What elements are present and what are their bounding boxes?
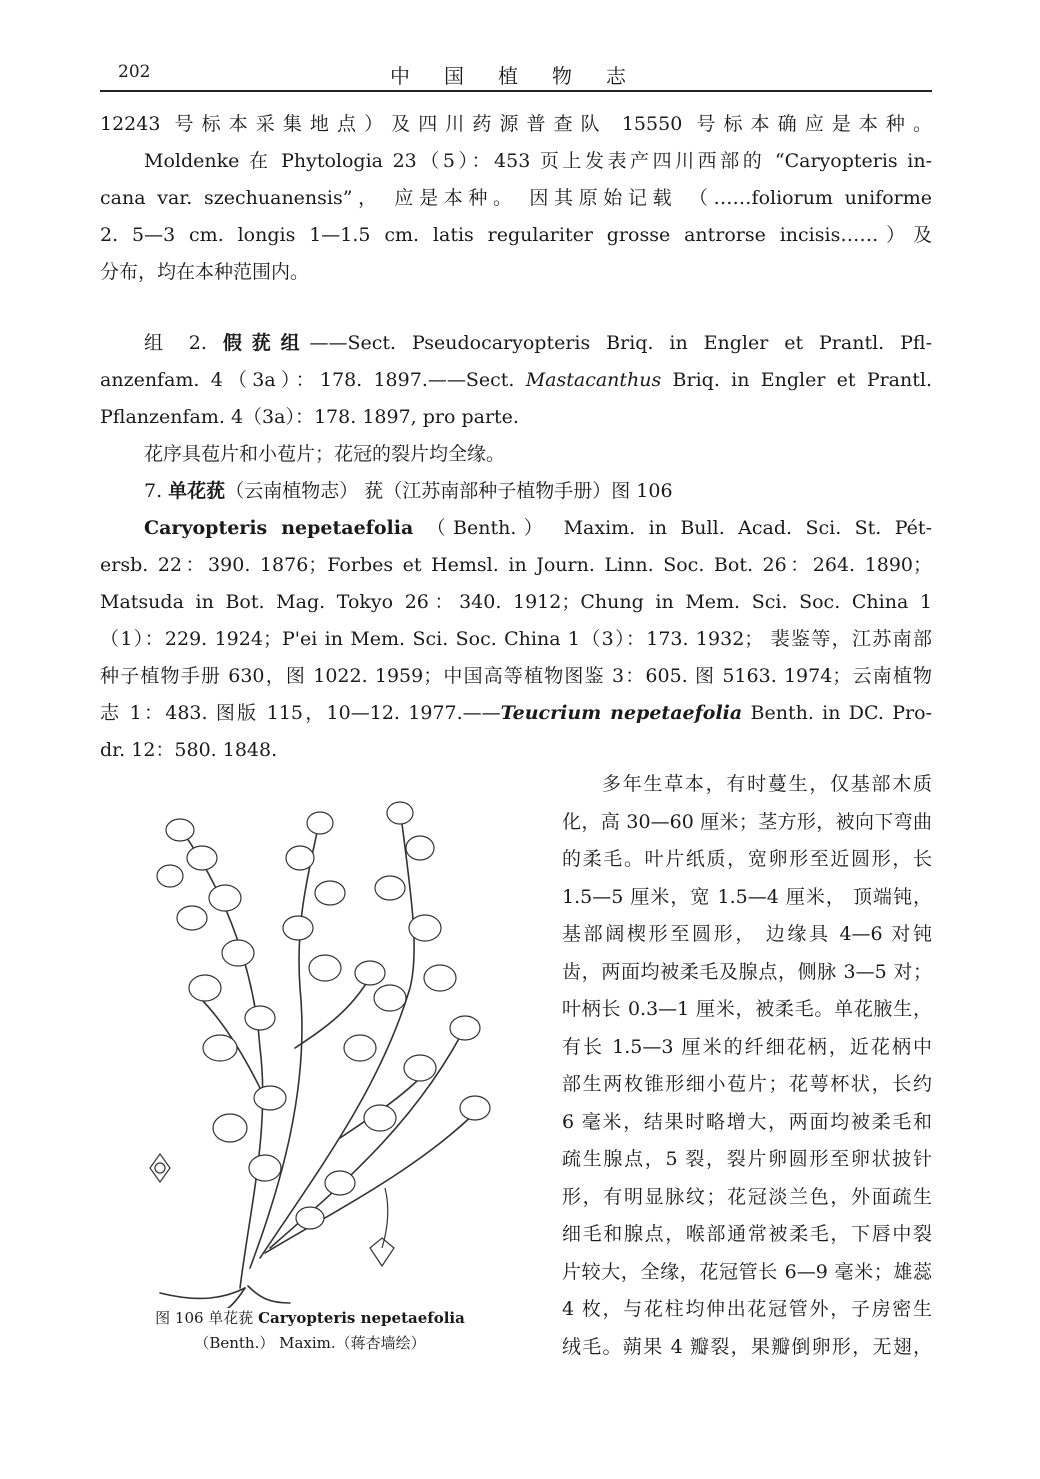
citation-line	[100, 701, 932, 738]
description-line: 1.5—5 厘米，宽 1.5—4 厘米， 顶端钝，	[562, 885, 932, 908]
citation-line: dr. 12：580. 1848.	[100, 739, 278, 761]
description-line: 多年生草本，有时蔓生，仅基部木质	[602, 773, 932, 795]
section-citation-line: Pflanzenfam. 4（3a）：178. 1897, pro parte.	[100, 406, 519, 428]
citation-line: 种子植物手册 630，图 1022. 1959；中国高等植物图鉴 3：605. 图 5163. 1974；云南植物	[100, 665, 932, 687]
citation-text: anzenfam. 4（3a）：178. 1897.——Sect.	[100, 369, 526, 391]
section-citation: ——Sect. Pseudocaryopteris Briq. in Engler et Prantl. Pfl-	[309, 332, 932, 354]
species-description	[562, 772, 932, 1372]
description-line: 片较大，全缘，花冠管长 6—9 毫米；雄蕊	[562, 1260, 932, 1283]
description-line: 叶柄长 0.3—1 厘米，被柔毛。单花腋生，	[562, 998, 932, 1020]
section-heading-line	[100, 331, 932, 368]
text-line: cana var. szechuanensis”， 应是本种。 因其原始记载 （……foliorum uniforme	[100, 187, 932, 209]
citation-text: （Benth.） Maxim. in Bull. Acad. Sci. St. Pét-	[413, 517, 932, 539]
main-text	[100, 112, 932, 775]
species-number: 7.	[144, 480, 169, 502]
text-line: 2. 5—3 cm. longis 1—1.5 cm. latis regulariter grosse antrorse incisis……）及	[100, 224, 932, 246]
figure-caption	[100, 1306, 520, 1356]
description-line: 疏生腺点，5 裂，裂片卵圆形至卵状披针	[562, 1148, 932, 1170]
basionym-name: Teucrium nepetaefolia	[500, 702, 743, 724]
citation-text: Briq. in Engler et Prantl.	[661, 369, 932, 391]
description-line: 部生两枚锥形细小苞片；花萼杯状，长约	[562, 1073, 932, 1095]
species-heading-rest: （云南植物志） 莸（江苏南部种子植物手册）图 106	[225, 480, 673, 502]
description-line: 绒毛。蒴果 4 瓣裂，果瓣倒卵形，无翅，	[562, 1335, 932, 1358]
description-line: 有长 1.5—3 厘米的纤细花柄，近花柄中	[562, 1035, 932, 1058]
species-heading	[100, 479, 932, 516]
section-citation-line	[100, 368, 932, 405]
description-line: 细毛和腺点，喉部通常被柔毛，下唇中裂	[562, 1223, 932, 1245]
running-title: 中国植物志	[390, 64, 660, 88]
running-header	[100, 58, 932, 88]
page-number: 202	[118, 62, 151, 82]
caption-label: 图 106 单花莸	[155, 1309, 259, 1327]
citation-text: 志 1：483. 图版 115，10—12. 1977.——	[100, 702, 501, 724]
header-rule	[100, 90, 932, 92]
section-name: 假莸组	[222, 332, 310, 354]
citation-line: ersb. 22：390. 1876；Forbes et Hemsl. in Journ. Linn. Soc. Bot. 26：264. 1890；	[100, 554, 932, 576]
citation-line	[100, 516, 932, 553]
citation-text: Benth. in DC. Pro-	[742, 702, 932, 724]
description-line: 形，有明显脉纹；花冠淡兰色，外面疏生	[562, 1185, 932, 1208]
caption-line-2: （Benth.） Maxim.（蒋杏墙绘）	[194, 1334, 426, 1352]
text-line: Moldenke 在 Phytologia 23（5）：453 页上发表产四川西部的 “Caryopteris in-	[144, 150, 932, 172]
description-line: 齿，两面均被柔毛及腺点，侧脉 3—5 对；	[562, 960, 932, 983]
plant-drawing	[120, 788, 500, 1308]
citation-line: Matsuda in Bot. Mag. Tokyo 26：340. 1912；Chung in Mem. Sci. Soc. China 1	[100, 591, 932, 613]
scientific-name: Caryopteris nepetaefolia	[144, 517, 414, 539]
species-name: 单花莸	[168, 480, 226, 502]
description-line: 6 毫米，结果时略增大，两面均被柔毛和	[562, 1110, 932, 1133]
description-line: 基部阔楔形至圆形， 边缘具 4—6 对钝	[562, 923, 932, 945]
description-line: 的柔毛。叶片纸质，宽卵形至近圆形，长	[562, 848, 932, 870]
section-gap	[100, 297, 932, 331]
text-line: 12243 号标本采集地点）及四川药源普查队 15550 号标本确应是本种。	[100, 113, 932, 135]
description-line: 化，高 30—60 厘米；茎方形，被向下弯曲	[562, 810, 932, 833]
description-line: 4 枚，与花柱均伸出花冠管外，子房密生	[562, 1298, 932, 1320]
text-line: 分布，均在本种范围内。	[100, 261, 310, 283]
caption-line-1	[100, 1306, 520, 1331]
section-description: 花序具苞片和小苞片；花冠的裂片均全缘。	[144, 443, 506, 465]
citation-line: （1）：229. 1924；P'ei in Mem. Sci. Soc. China 1（3）：173. 1932； 裴鉴等，江苏南部	[100, 628, 932, 650]
caption-latin-name: Caryopteris nepetaefolia	[258, 1309, 465, 1327]
section-number: 组 2.	[144, 332, 223, 354]
synonym-name: Mastacanthus	[525, 369, 662, 391]
plant-illustration	[120, 788, 500, 1308]
